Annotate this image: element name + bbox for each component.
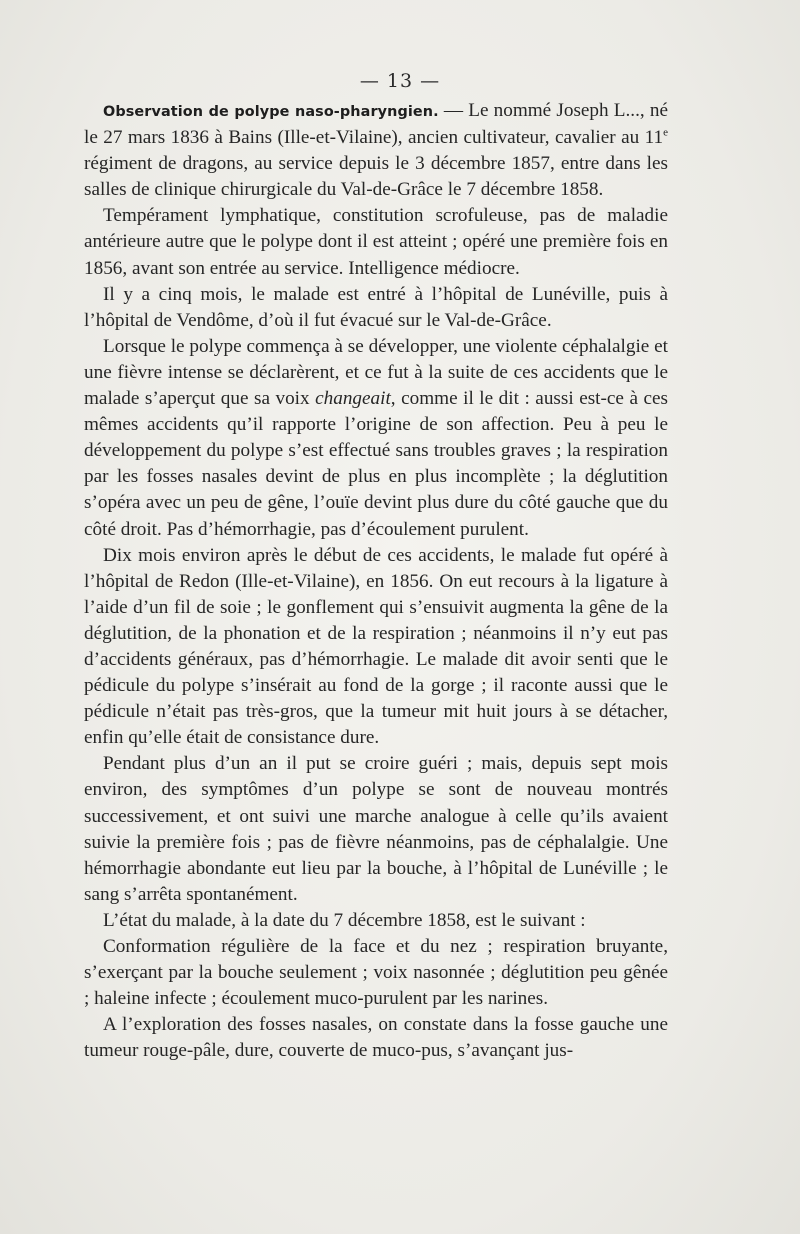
body-text — [84, 98, 668, 1064]
paragraph-4-text-a: Lorsque le polype commença à se développer, une violente céphalalgie et une fièvre intense se déclarèrent, et ce fut à la suite de ces accidents que le malade s’aperçut que sa voix — [84, 335, 668, 410]
observation-heading: Observation de polype naso-pharyngien. — [103, 104, 439, 120]
paragraph-8: Conformation régulière de la face et du nez ; respiration bruyante, s’exerçant par la bouche seulement ; voix nasonnée ; déglutition peu gênée ; haleine infecte ; écoulement muco-purulent par les narines. — [84, 936, 668, 1010]
paragraph-4 — [84, 334, 668, 543]
paragraph-3: Il y a cinq mois, le malade est entré à l’hôpital de Lunéville, puis à l’hôpital de Vendôme, d’où il fut évacué sur le Val-de-Grâce. — [84, 283, 668, 331]
ordinal-superscript: e — [663, 126, 668, 139]
paragraph-1-text-b: régiment de dragons, au service depuis le 3 décembre 1857, entre dans les salles de clinique chirurgicale du Val-de-Grâce le 7 décembre 1858. — [84, 153, 668, 201]
paragraph-1 — [84, 98, 668, 203]
paragraph-9: A l’exploration des fosses nasales, on constate dans la fosse gauche une tumeur rouge-pâle, dure, couverte de muco-pus, s’avançant jus- — [84, 1014, 668, 1062]
paragraph-5: Dix mois environ après le début de ces accidents, le malade fut opéré à l’hôpital de Redon (Ille-et-Vilaine), en 1856. On eut recours à la ligature à l’aide d’un fil de soie ; le gonflement qui s’ensuivit augmenta la gêne de la déglutition, de la phonation et de la respiration ; néanmoins il n’y eut pas d’accidents généraux, pas d’hémorrhagie. Le malade dit avoir senti que le pédicule du polype s’insérait au fond de la gorge ; il raconte aussi que le pédicule n’était pas très-gros, que la tumeur mit huit jours à se détacher, enfin qu’elle était de consistance dure. — [84, 544, 668, 749]
paragraph-4-text-b: , comme il le dit : aussi est-ce à ces mêmes accidents qu’il rapporte l’origine de son affection. Peu à peu le développement du polype s’est effectué sans troubles graves ; la respiration par les fosses nasales devint de plus en plus incomplète ; la déglutition s’opéra avec un peu de gêne, l’ouïe devint plus dure du côté gauche que du côté droit. Pas d’hémorrhagie, pas d’écoulement purulent. — [84, 388, 668, 540]
paragraph-2: Tempérament lymphatique, constitution scrofuleuse, pas de maladie antérieure autre que le polype dont il est atteint ; opéré une première fois en 1856, avant son entrée au service. Intelligence médiocre. — [84, 205, 668, 279]
paragraph-1-text-a: — Le nommé Joseph L..., né le 27 mars 1836 à Bains (Ille-et-Vilaine), ancien cultivateur, cavalier au 11 — [84, 100, 668, 149]
paragraph-7: L’état du malade, à la date du 7 décembre 1858, est le suivant : — [103, 909, 586, 931]
italic-word: changeait — [315, 388, 391, 410]
paragraph-6: Pendant plus d’un an il put se croire guéri ; mais, depuis sept mois environ, des symptômes d’un polype se sont de nouveau montrés successivement, et ont suivi une marche analogue à celle qu’ils avaient suivie la première fois ; pas de fièvre néanmoins, pas de céphalalgie. Une hémorrhagie abondante eut lieu par la bouche, à l’hôpital de Lunéville ; le sang s’arrêta spontanément. — [84, 753, 668, 905]
page-number: — 13 — — [359, 70, 441, 92]
